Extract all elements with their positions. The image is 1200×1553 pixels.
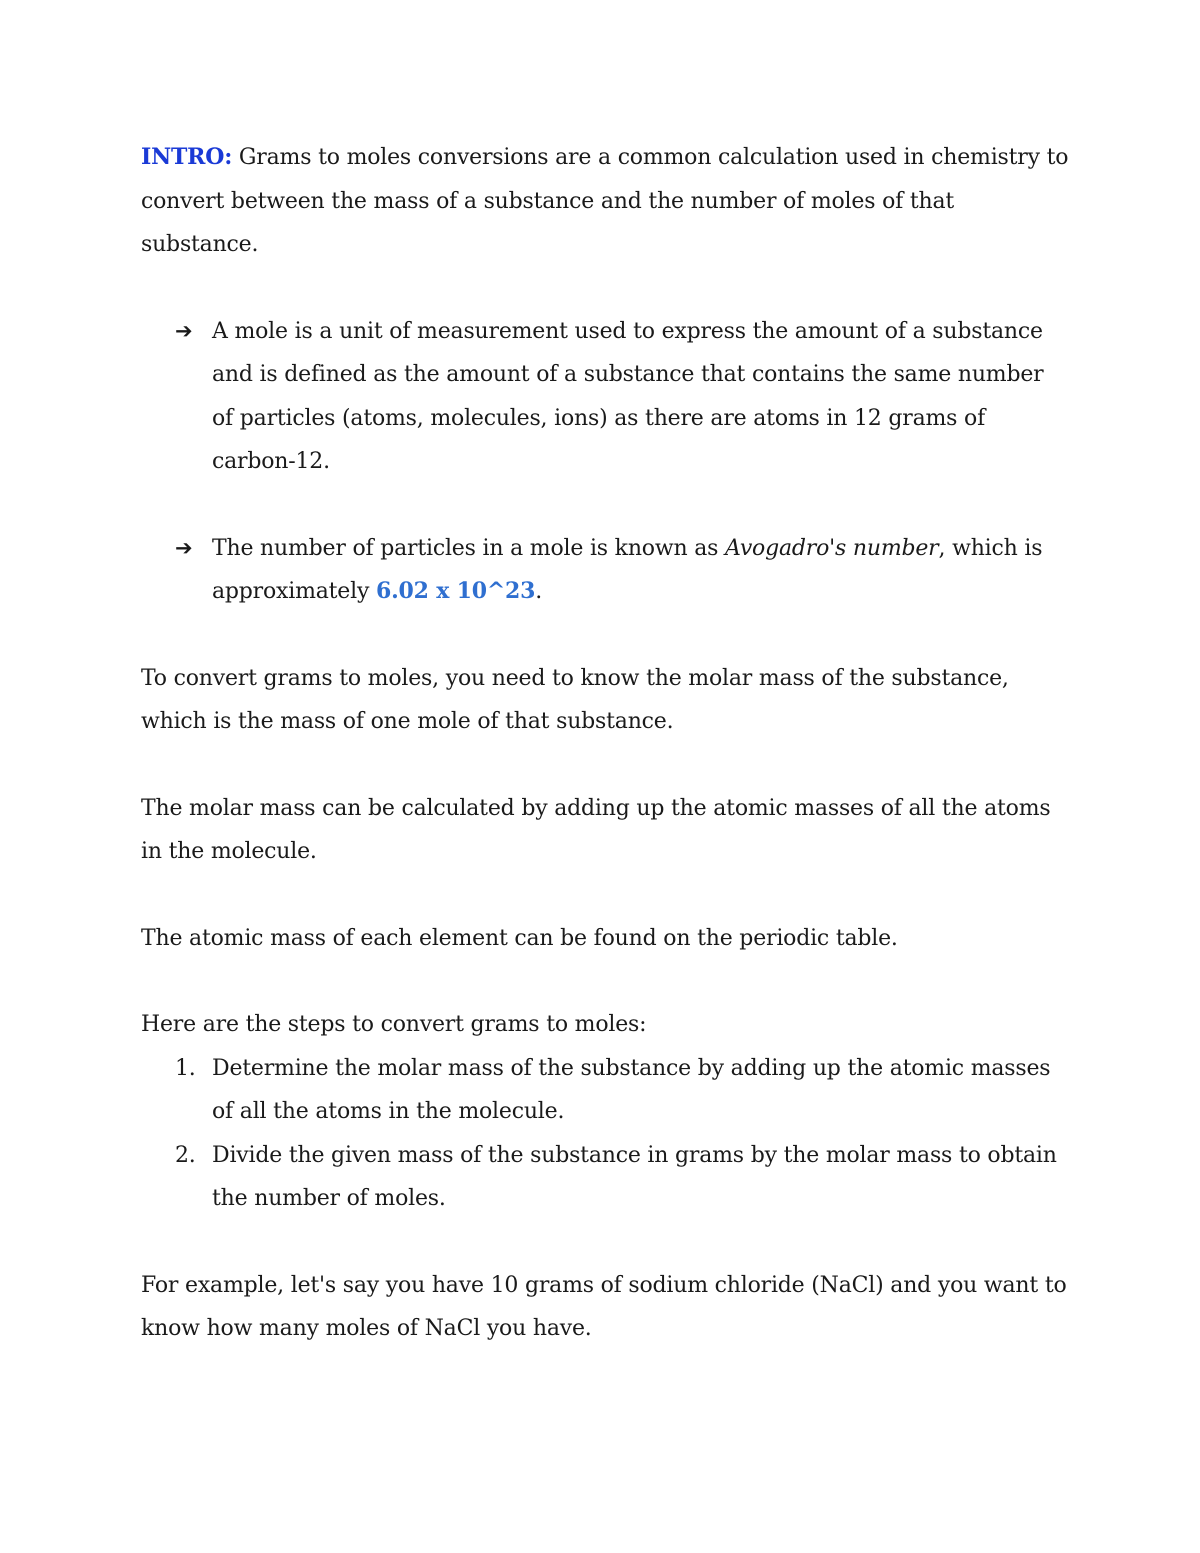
convert-paragraph: To convert grams to moles, you need to know the molar mass of the substance, which is the mass of one mole of that substance.	[141, 665, 1009, 734]
right-arrow-icon: ➔	[175, 535, 193, 560]
bullet-text-before: The number of particles in a mole is known as	[212, 535, 726, 561]
bullet-text-after: .	[535, 579, 543, 604]
bullet-text-middle: , which is approximately	[212, 535, 1043, 604]
bullet-list	[141, 310, 1071, 614]
example-paragraph: For example, let's say you have 10 grams of sodium chloride (NaCl) and you want to know how many moles of NaCl you have.	[141, 1272, 1067, 1341]
step-text: Determine the molar mass of the substance by adding up the atomic masses of all the atoms in the molecule.	[212, 1055, 1051, 1124]
steps-intro-paragraph: Here are the steps to convert grams to moles:	[141, 1012, 647, 1037]
document-page	[141, 136, 1071, 1351]
step-item	[141, 1047, 1071, 1134]
atomic-mass-paragraph: The atomic mass of each element can be found on the periodic table.	[141, 925, 898, 951]
avogadro-term: Avogadro's number	[725, 535, 939, 561]
step-text: Divide the given mass of the substance in grams by the molar mass to obtain the number of moles.	[212, 1142, 1057, 1211]
bullet-item-mole-definition	[141, 310, 1071, 484]
intro-paragraph	[141, 136, 1071, 267]
step-number: 2.	[175, 1142, 196, 1168]
step-number: 1.	[175, 1055, 196, 1081]
bullet-item-avogadro	[141, 527, 1071, 614]
intro-label: INTRO:	[141, 144, 233, 170]
avogadro-value: 6.02 x 10^23	[375, 578, 536, 604]
bullet-text: A mole is a unit of measurement used to express the amount of a substance and is defined as the amount of a substance that contains the same number of particles (atoms, molecules, ions) as there are atoms in 12 grams of carbon-12.	[212, 318, 1044, 474]
right-arrow-icon: ➔	[175, 318, 193, 343]
intro-text: Grams to moles conversions are a common calculation used in chemistry to convert between the mass of a substance and the number of moles of that substance.	[141, 145, 1069, 257]
steps-list	[141, 1047, 1071, 1221]
molar-mass-paragraph: The molar mass can be calculated by adding up the atomic masses of all the atoms in the molecule.	[141, 795, 1051, 864]
step-item	[141, 1134, 1071, 1221]
